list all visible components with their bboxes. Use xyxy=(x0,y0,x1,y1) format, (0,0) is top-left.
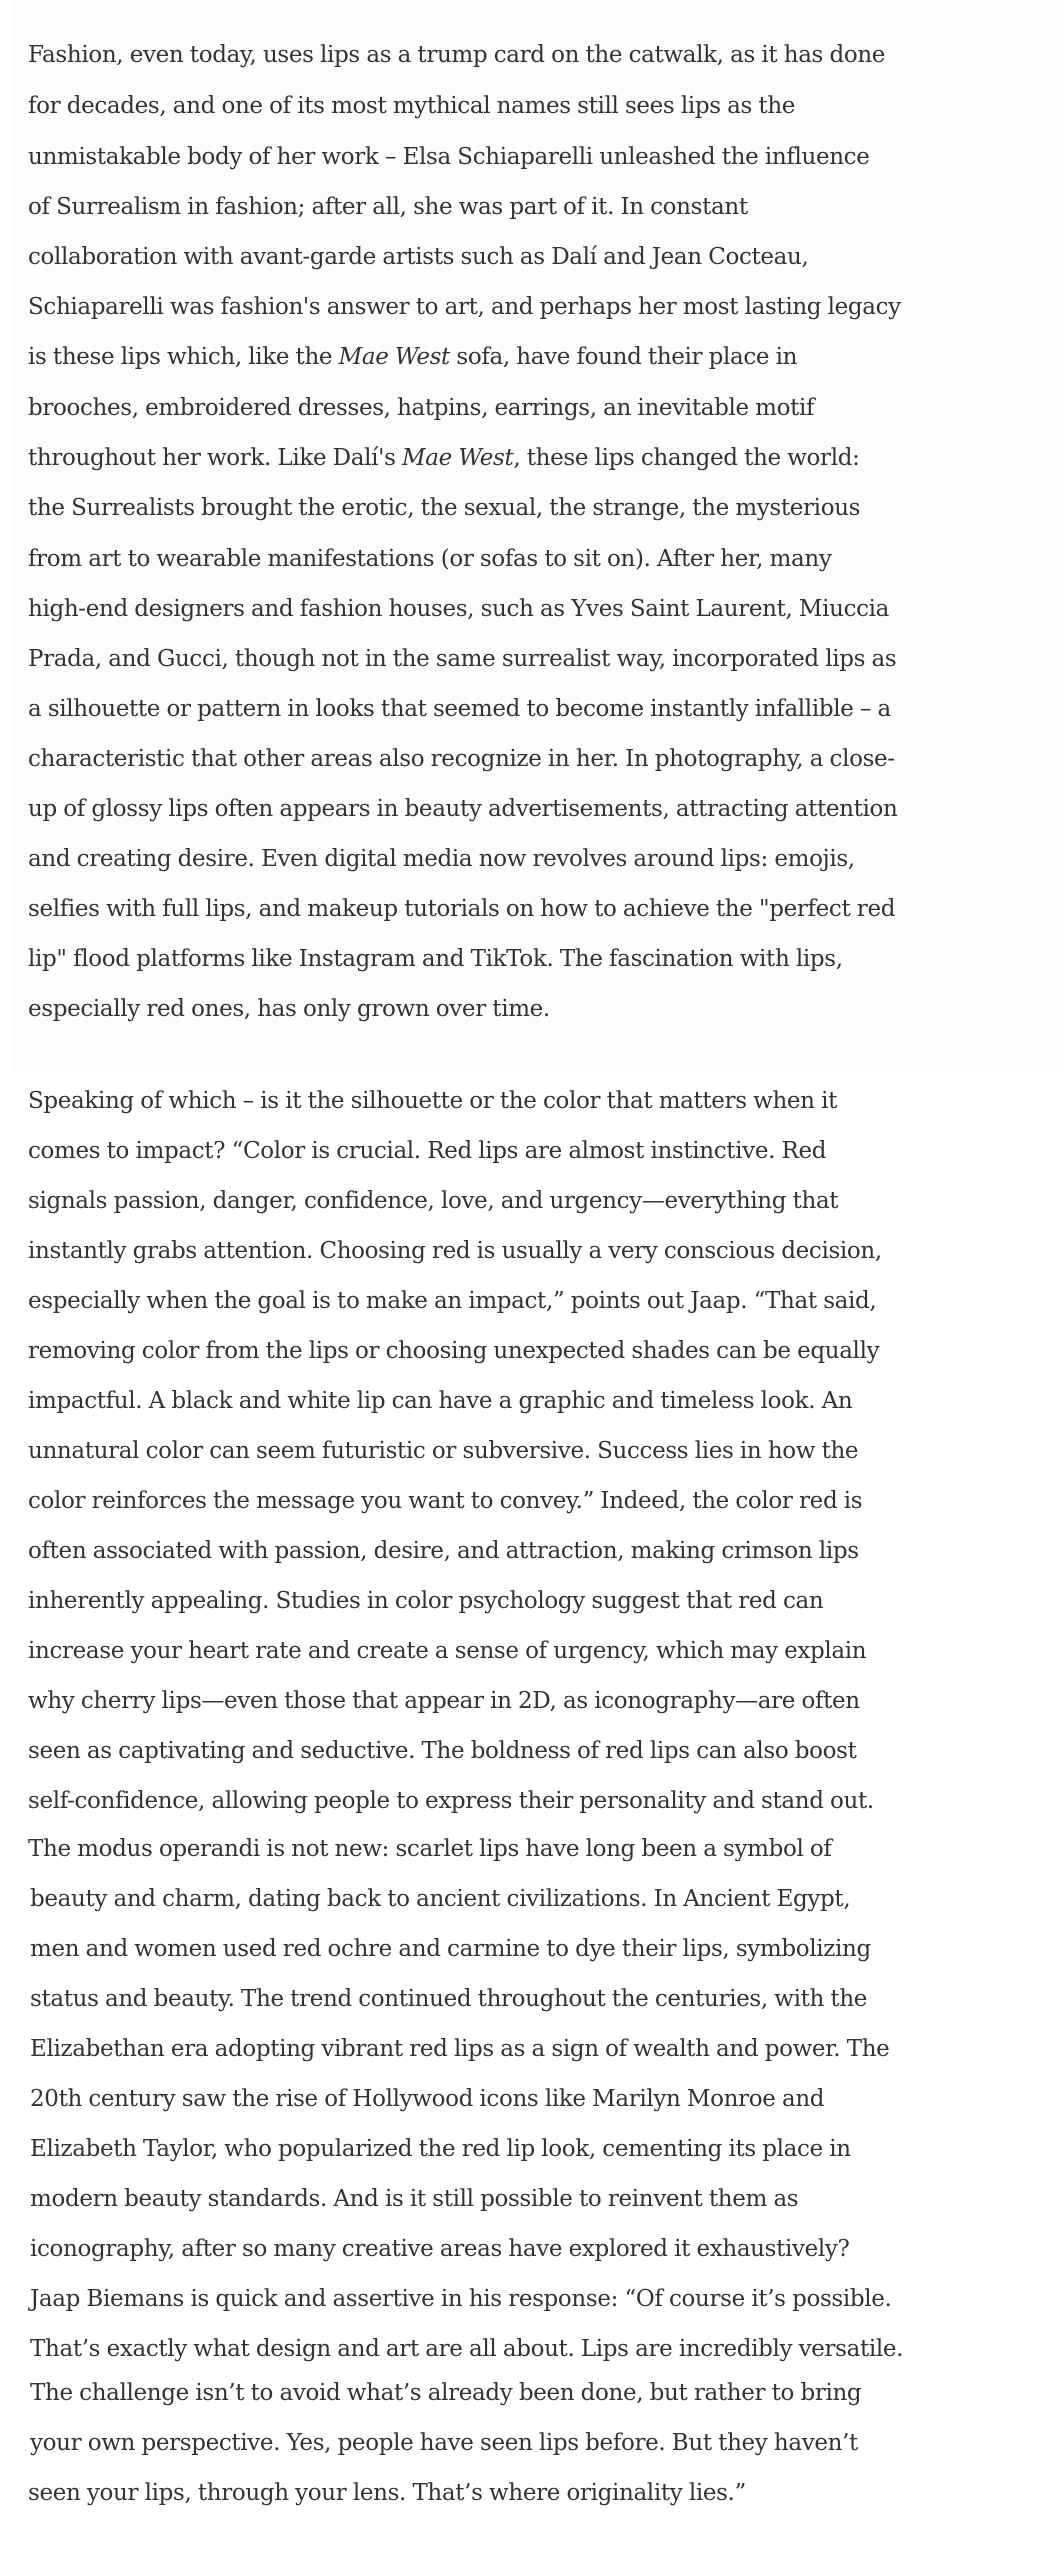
text-line: Prada, and Gucci, though not in the same surrealist way, incorporated lips as xyxy=(28,646,897,672)
text-line: from art to wearable manifestations (or sofas to sit on). After her, many xyxy=(28,546,832,572)
text-line: selfies with full lips, and makeup tutorials on how to achieve the "perfect red xyxy=(28,896,896,922)
text-line: why cherry lips—even those that appear in 2D, as iconography—are often xyxy=(28,1688,860,1714)
text-line: collaboration with avant-garde artists such as Dalí and Jean Cocteau, xyxy=(28,244,809,270)
text-line: Elizabeth Taylor, who popularized the red lip look, cementing its place in xyxy=(30,2136,851,2162)
text-line: for decades, and one of its most mythical names still sees lips as the xyxy=(28,93,796,119)
text-line: unmistakable body of her work – Elsa Schiaparelli unleashed the influence xyxy=(28,144,870,170)
text-line: your own perspective. Yes, people have seen lips before. But they haven’t xyxy=(30,2430,858,2456)
text-line: seen as captivating and seductive. The boldness of red lips can also boost xyxy=(28,1738,857,1764)
text-line: of Surrealism in fashion; after all, she was part of it. In constant xyxy=(28,194,748,220)
text-line: seen your lips, through your lens. That’s where originality lies.” xyxy=(28,2480,746,2506)
text-line: inherently appealing. Studies in color psychology suggest that red can xyxy=(28,1588,824,1614)
text-line xyxy=(28,443,859,473)
text-line: The modus operandi is not new: scarlet lips have long been a symbol of xyxy=(28,1836,832,1862)
text-line: a silhouette or pattern in looks that seemed to become instantly infallible – a xyxy=(28,696,891,722)
text-line: comes to impact? “Color is crucial. Red lips are almost instinctive. Red xyxy=(28,1138,827,1164)
text-segment: is these lips which, like the xyxy=(28,344,339,370)
text-segment: , these lips changed the world: xyxy=(513,445,860,471)
text-line: unnatural color can seem futuristic or subversive. Success lies in how the xyxy=(28,1438,859,1464)
text-line: instantly grabs attention. Choosing red is usually a very conscious decision, xyxy=(28,1238,882,1264)
text-line: Speaking of which – is it the silhouette or the color that matters when it xyxy=(28,1088,838,1114)
text-line: the Surrealists brought the erotic, the sexual, the strange, the mysterious xyxy=(28,495,861,521)
text-line: Jaap Biemans is quick and assertive in his response: “Of course it’s possible. xyxy=(30,2286,892,2312)
text-line: color reinforces the message you want to convey.” Indeed, the color red is xyxy=(28,1488,863,1514)
text-line xyxy=(28,342,797,372)
text-line: status and beauty. The trend continued throughout the centuries, with the xyxy=(30,1986,868,2012)
text-line: That’s exactly what design and art are all about. Lips are incredibly versatile. xyxy=(30,2336,904,2362)
text-segment: throughout her work. Like Dalí's xyxy=(28,445,403,471)
text-line: signals passion, danger, confidence, love, and urgency—everything that xyxy=(28,1188,839,1214)
text-line: often associated with passion, desire, and attraction, making crimson lips xyxy=(28,1538,859,1564)
text-line: men and women used red ochre and carmine to dye their lips, symbolizing xyxy=(30,1936,871,1962)
text-line: especially red ones, has only grown over time. xyxy=(28,996,550,1022)
text-line: self-confidence, allowing people to express their personality and stand out. xyxy=(28,1788,874,1814)
text-line: high-end designers and fashion houses, such as Yves Saint Laurent, Miuccia xyxy=(28,596,890,622)
text-line: Fashion, even today, uses lips as a trump card on the catwalk, as it has done xyxy=(28,42,886,68)
italic-title: Mae West xyxy=(402,445,514,471)
text-line: Schiaparelli was fashion's answer to art, and perhaps her most lasting legacy xyxy=(28,294,901,320)
text-segment: sofa, have found their place in xyxy=(449,344,798,370)
text-line: removing color from the lips or choosing unexpected shades can be equally xyxy=(28,1338,880,1364)
text-line: characteristic that other areas also recognize in her. In photography, a close- xyxy=(28,746,895,772)
italic-title: Mae West xyxy=(338,344,450,370)
text-line: modern beauty standards. And is it still possible to reinvent them as xyxy=(30,2186,799,2212)
text-line: lip" flood platforms like Instagram and TikTok. The fascination with lips, xyxy=(28,946,843,972)
text-line: iconography, after so many creative areas have explored it exhaustively? xyxy=(30,2236,850,2262)
text-line: Elizabethan era adopting vibrant red lips as a sign of wealth and power. The xyxy=(30,2036,890,2062)
text-line: up of glossy lips often appears in beauty advertisements, attracting attention xyxy=(28,796,898,822)
text-line: brooches, embroidered dresses, hatpins, earrings, an inevitable motif xyxy=(28,395,815,421)
text-line: increase your heart rate and create a sense of urgency, which may explain xyxy=(28,1638,867,1664)
text-line: impactful. A black and white lip can have a graphic and timeless look. An xyxy=(28,1388,853,1414)
text-line: especially when the goal is to make an impact,” points out Jaap. “That said, xyxy=(28,1288,877,1314)
text-line: beauty and charm, dating back to ancient civilizations. In Ancient Egypt, xyxy=(30,1886,851,1912)
text-line: 20th century saw the rise of Hollywood icons like Marilyn Monroe and xyxy=(30,2086,825,2112)
text-line: and creating desire. Even digital media now revolves around lips: emojis, xyxy=(28,846,855,872)
text-line: The challenge isn’t to avoid what’s already been done, but rather to bring xyxy=(30,2380,862,2406)
